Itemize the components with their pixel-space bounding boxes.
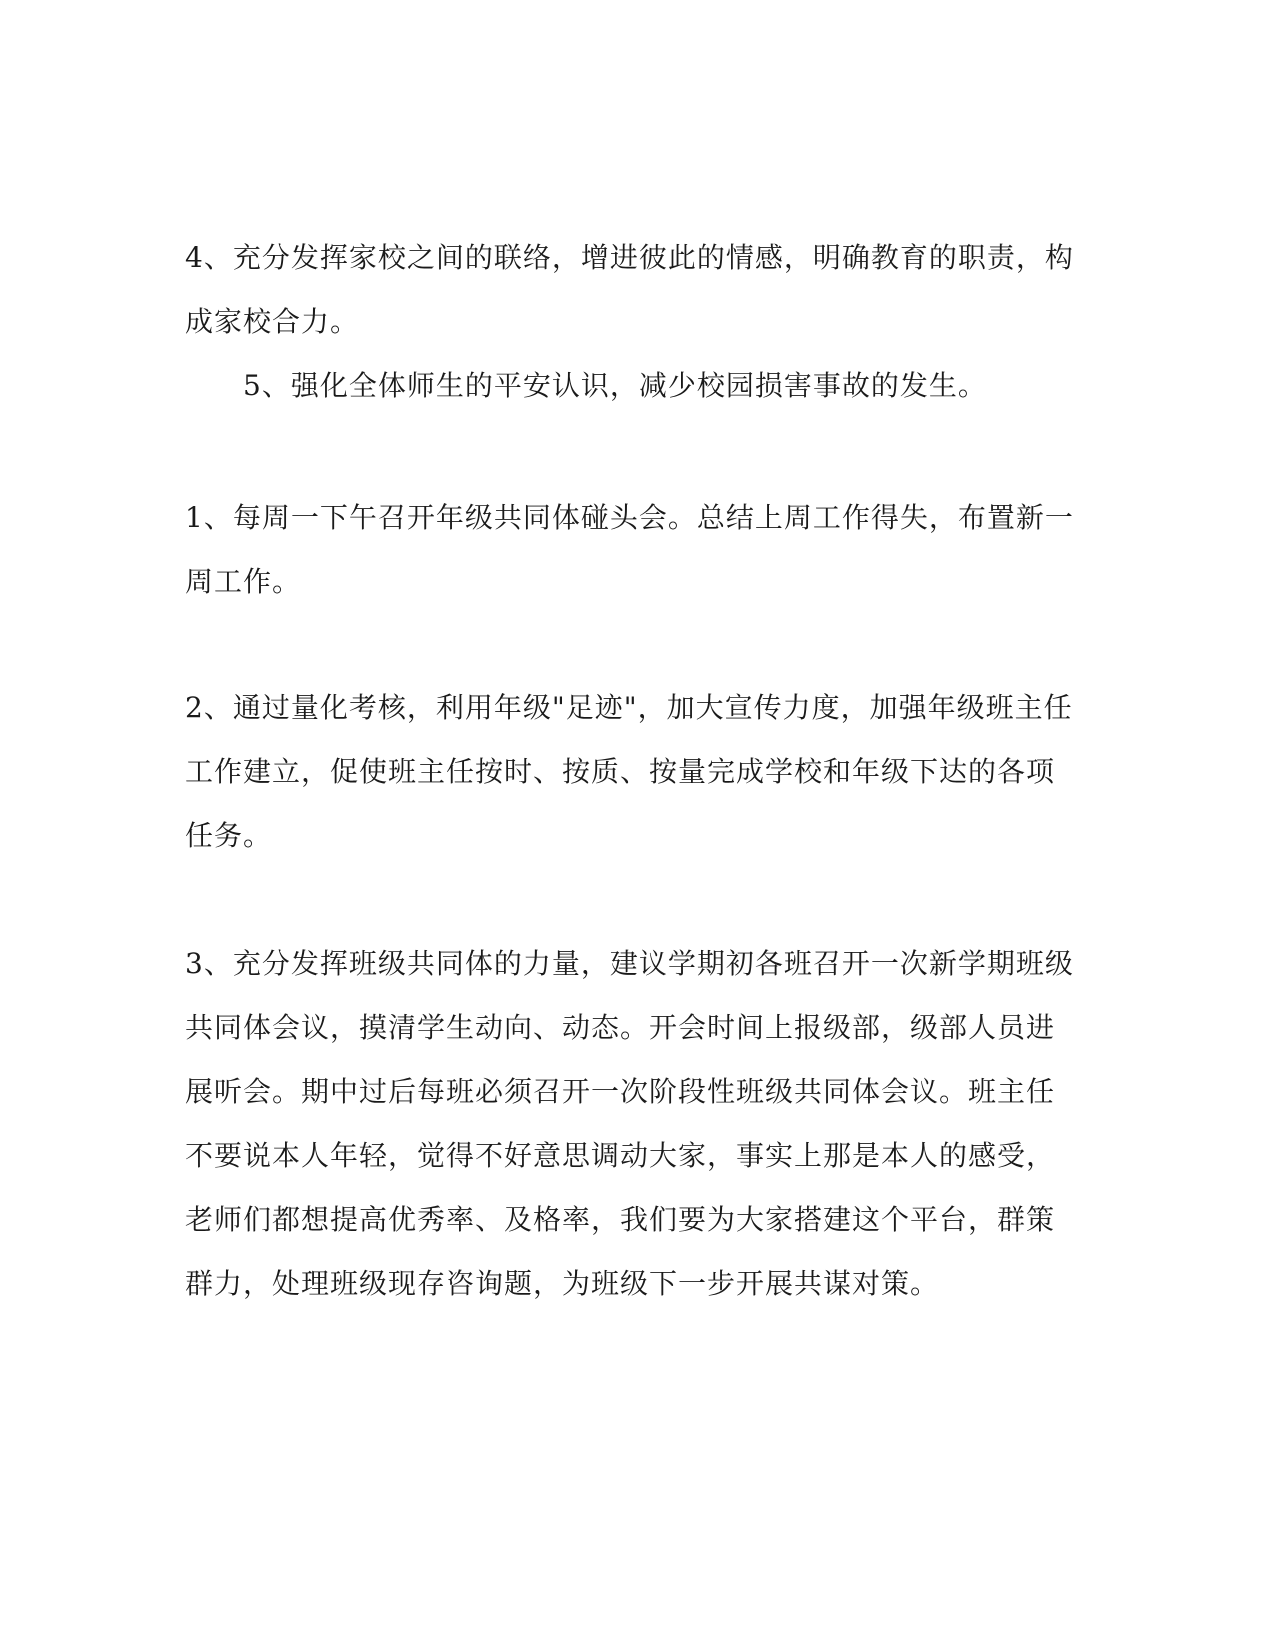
paragraph-goal-5: 5、强化全体师生的平安认识，减少校园损害事故的发生。 [243, 369, 987, 402]
paragraph-goal-4: 4、充分发挥家校之间的联络，增进彼此的情感，明确教育的职责，构成家校合力。 [185, 241, 1074, 338]
paragraph-measure-2: 2、通过量化考核，利用年级"足迹"，加大宣传力度，加强年级班主任工作建立，促使班主任按时、按质、按量完成学校和年级下达的各项任务。 [185, 691, 1073, 852]
paragraph-measure-1: 1、每周一下午召开年级共同体碰头会。总结上周工作得失，布置新一周工作。 [185, 501, 1074, 598]
paragraph-measure-3: 3、充分发挥班级共同体的力量，建议学期初各班召开一次新学期班级共同体会议，摸清学生动向、动态。开会时间上报级部，级部人员进展听会。期中过后每班必须召开一次阶段性班级共同体会议。班主任不要说本人年轻，觉得不好意思调动大家，事实上那是本人的感受，老师们都想提高优秀率、及格率，我们要为大家搭建这个平台，群策群力，处理班级现存咨询题，为班级下一步开展共谋对策。 [185, 947, 1074, 1300]
